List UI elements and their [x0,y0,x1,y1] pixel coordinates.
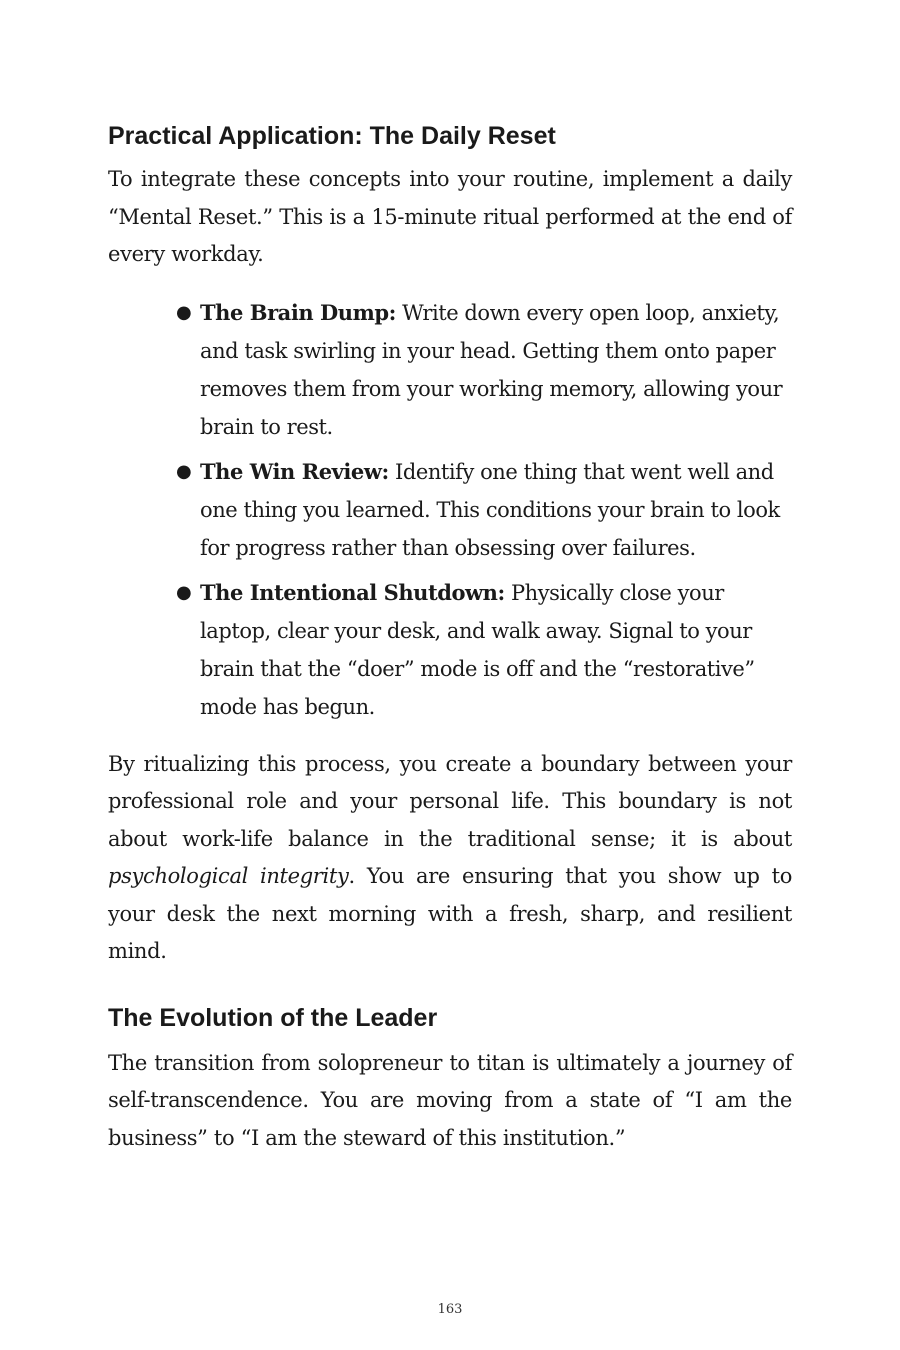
transition-paragraph: The transition from solopreneur to titan is ultimately a journey of self-transcendence. You are moving from a state of “I am the business” to “I am the steward of this institution.” [108,1050,792,1150]
intro-paragraph: To integrate these concepts into your routine, implement a daily “Mental Reset.” This is a 15-minute ritual performed at the end of every workday. [108,167,792,266]
ritual-emphasis: psychological integrity [108,864,349,888]
list-item-text: Physically close your laptop, clear your desk, and walk away. Signal to your brain that the “doer” mode is off and the “restorative” mode has begun. [200,580,755,719]
ritual-paragraph [108,746,792,971]
list-item-term: The Brain Dump: [200,299,396,325]
list-item-intentional-shutdown [176,574,792,726]
list-item-term: The Intentional Shutdown: [200,579,505,605]
page-number: 163 [437,1302,463,1317]
ritual-text-before: By ritualizing this process, you create a boundary between your professional role and your personal life. This boundary is not about work-life balance in the traditional sense; it is about [108,751,792,851]
list-item-brain-dump [176,294,792,446]
bullet-icon: ● [176,581,192,603]
bullet-icon: ● [176,301,192,323]
section-heading-evolution: The Evolution of the Leader [108,1003,438,1032]
list-item-text: Write down every open loop, anxiety, and task swirling in your head. Getting them onto paper removes them from your working memory, allowing your brain to rest. [200,300,783,439]
ritual-text-after: . You are ensuring that you show up to your desk the next morning with a fresh, sharp, and resilient mind. [108,864,793,963]
list-item-text: Identify one thing that went well and one thing you learned. This conditions your brain to look for progress rather than obsessing over failures. [200,459,780,560]
reset-steps-list [108,294,792,726]
bullet-icon: ● [176,460,192,482]
page-content [108,110,792,1157]
list-item-term: The Win Review: [200,458,389,484]
list-item-win-review [176,453,792,567]
section-heading-daily-reset: Practical Application: The Daily Reset [108,122,556,150]
